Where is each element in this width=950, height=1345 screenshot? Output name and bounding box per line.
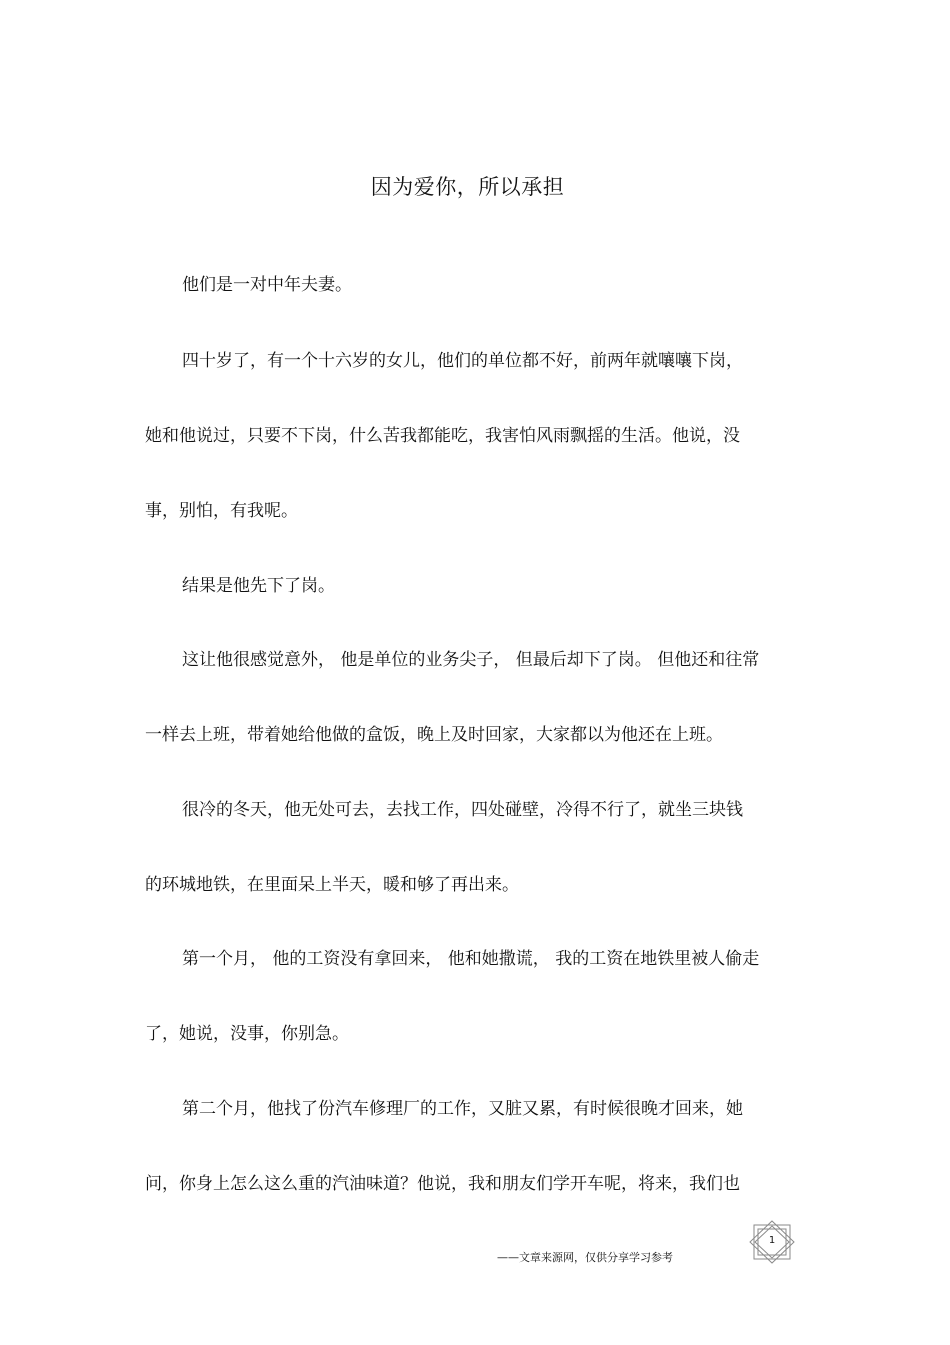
paragraph-line: 这让他很感觉意外， 他是单位的业务尖子， 但最后却下了岗。 但他还和往常	[182, 650, 760, 670]
paragraph-line: 很冷的冬天，他无处可去，去找工作，四处碰壁，冷得不行了，就坐三块钱	[182, 800, 743, 820]
paragraph-line: 第二个月，他找了份汽车修理厂的工作，又脏又累，有时候很晚才回来，她	[182, 1099, 743, 1119]
paragraph-line: 的环城地铁，在里面呆上半天，暖和够了再出来。	[145, 875, 519, 895]
page-number: 1	[768, 1235, 776, 1246]
paragraph-line: 他们是一对中年夫妻。	[182, 275, 352, 295]
paragraph-line: 一样去上班，带着她给他做的盒饭，晚上及时回家，大家都以为他还在上班。	[145, 725, 723, 745]
page-number-badge	[748, 1220, 796, 1264]
paragraph-line: 问，你身上怎么这么重的汽油味道？他说，我和朋友们学开车呢，将来，我们也	[145, 1174, 740, 1194]
paragraph-line: 事，别怕，有我呢。	[145, 501, 298, 521]
paragraph-line: 她和他说过，只要不下岗，什么苦我都能吃，我害怕风雨飘摇的生活。他说，没	[145, 426, 740, 446]
article-title: 因为爱你，所以承担	[370, 175, 565, 199]
paragraph-line: 结果是他先下了岗。	[182, 576, 335, 596]
paragraph-line: 第一个月， 他的工资没有拿回来， 他和她撒谎， 我的工资在地铁里被人偷走	[182, 949, 760, 969]
paragraph-line: 了，她说，没事，你别急。	[145, 1024, 349, 1044]
paragraph-line: 四十岁了，有一个十六岁的女儿，他们的单位都不好，前两年就嚷嚷下岗，	[182, 351, 743, 371]
source-note: ——文章来源网，仅供分享学习参考	[497, 1251, 673, 1264]
